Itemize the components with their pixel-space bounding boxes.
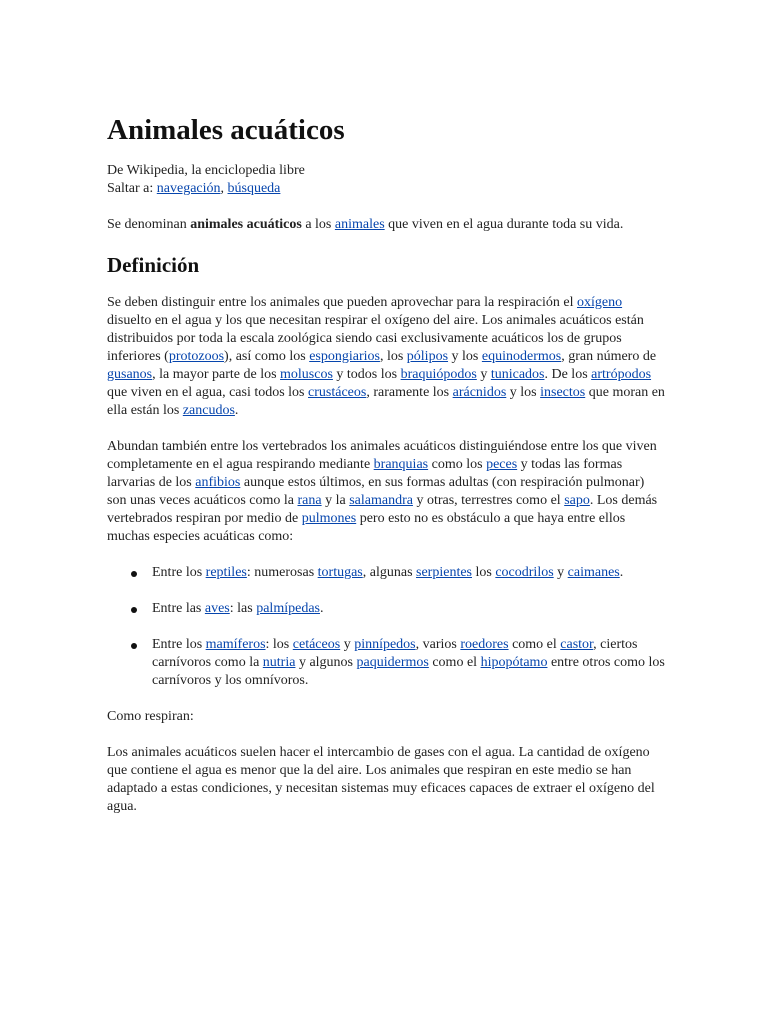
link-aves[interactable]: aves: [204, 601, 230, 616]
breathing-heading: Como respiran:: [107, 709, 194, 724]
bullet-icon: [131, 607, 137, 613]
link-salamandra[interactable]: salamandra: [349, 493, 413, 508]
link-tortugas[interactable]: tortugas: [317, 565, 363, 580]
link-oxigeno[interactable]: oxígeno: [576, 295, 623, 310]
text: , ciertos carnívoros como la: [152, 637, 638, 670]
jump-label: Saltar a:: [107, 181, 157, 196]
text: . Los demás vertebrados respiran por medio de: [107, 493, 658, 526]
article: [107, 112, 667, 834]
link-peces[interactable]: peces: [486, 457, 518, 472]
jump-links: [107, 180, 667, 198]
intro-text: Se denominan: [107, 217, 191, 232]
text: .: [319, 601, 324, 616]
text: como el: [508, 637, 561, 652]
link-moluscos[interactable]: moluscos: [280, 367, 333, 382]
text: : las: [229, 601, 257, 616]
vertebrates-paragraph: [107, 438, 667, 546]
text: , la mayor parte de los: [152, 367, 281, 382]
text: ), así como los: [224, 349, 310, 364]
article-meta: [107, 162, 667, 198]
link-reptiles[interactable]: reptiles: [205, 565, 247, 580]
link-tunicados[interactable]: tunicados: [490, 367, 545, 382]
text: y la: [321, 493, 350, 508]
text: .: [234, 403, 239, 418]
link-pulmones[interactable]: pulmones: [301, 511, 357, 526]
text: y otras, terrestres como el: [412, 493, 565, 508]
text: y: [553, 565, 568, 580]
text: y los: [448, 349, 482, 364]
text: : numerosas: [246, 565, 318, 580]
intro-paragraph: [107, 216, 667, 234]
text: , los: [379, 349, 407, 364]
link-braquiopodos[interactable]: braquiópodos: [400, 367, 477, 382]
list-item: [152, 564, 667, 582]
text: y los: [506, 385, 541, 400]
site-subtitle: De Wikipedia, la enciclopedia libre: [107, 163, 305, 178]
text: , algunas: [362, 565, 417, 580]
section-heading-definicion: Definición: [107, 253, 200, 277]
list-item: [152, 600, 667, 618]
link-artropodos[interactable]: artrópodos: [591, 367, 652, 382]
text: . De los: [544, 367, 592, 382]
text: y todos los: [332, 367, 401, 382]
page-title: Animales acuáticos: [107, 114, 345, 146]
text: Se deben distinguir entre los animales que pueden aprovechar para la respiración el: [107, 295, 577, 310]
text: disuelto en el agua y los que necesitan respirar el oxígeno del aire. Los animales acuáticos están distribuidos por toda la escala zoológica siendo casi exclusivamente acuáticos los de grupos inferiores (: [107, 313, 644, 364]
text: , varios: [415, 637, 461, 652]
text: y algunos: [295, 655, 357, 670]
link-pinnipedos[interactable]: pinnípedos: [354, 637, 416, 652]
text: entre otros como los carnívoros y los omnívoros.: [152, 655, 665, 688]
text: pero esto no es obstáculo a que haya entre ellos muchas especies acuáticas como:: [107, 511, 626, 544]
link-crustaceos[interactable]: crustáceos: [308, 385, 367, 400]
link-polipos[interactable]: pólipos: [406, 349, 449, 364]
link-espongiarios[interactable]: espongiarios: [309, 349, 380, 364]
list-item: [152, 636, 667, 690]
text: y: [476, 367, 491, 382]
link-protozoos[interactable]: protozoos: [168, 349, 225, 364]
text: que moran en ella están los: [107, 385, 665, 418]
link-aracnidos[interactable]: arácnidos: [452, 385, 507, 400]
text: Entre los: [152, 565, 206, 580]
bullet-icon: [131, 643, 137, 649]
species-list: [107, 564, 667, 690]
link-nutria[interactable]: nutria: [262, 655, 296, 670]
link-palmipedas[interactable]: palmípedas: [256, 601, 320, 616]
text: y: [340, 637, 355, 652]
breathing-paragraph: Los animales acuáticos suelen hacer el intercambio de gases con el agua. La cantidad de oxígeno que contiene el agua es menor que la del aire. Los animales que respiran en este medio se han adaptado a estas condiciones, y necesitan sistemas muy eficaces capaces de extraer el oxígeno del agua.: [107, 745, 655, 814]
link-paquidermos[interactable]: paquidermos: [356, 655, 429, 670]
text: Abundan también entre los vertebrados los animales acuáticos distinguiéndose entre los que viven completamente en el agua respirando mediante: [107, 439, 657, 472]
definition-paragraph: [107, 294, 667, 420]
link-cocodrilos[interactable]: cocodrilos: [495, 565, 554, 580]
link-branquias[interactable]: branquias: [373, 457, 429, 472]
text: , raramente los: [366, 385, 453, 400]
intro-bold-term: animales acuáticos: [190, 217, 302, 232]
link-sapo[interactable]: sapo: [564, 493, 590, 508]
link-serpientes[interactable]: serpientes: [416, 565, 472, 580]
link-anfibios[interactable]: anfibios: [195, 475, 241, 490]
link-caimanes[interactable]: caimanes: [567, 565, 620, 580]
link-animales[interactable]: animales: [334, 217, 385, 232]
search-link[interactable]: búsqueda: [227, 181, 281, 196]
text: Entre las: [152, 601, 205, 616]
bullet-icon: [131, 571, 137, 577]
link-gusanos[interactable]: gusanos: [107, 367, 153, 382]
text: que viven en el agua, casi todos los: [107, 385, 309, 400]
text: los: [472, 565, 496, 580]
text: : los: [265, 637, 293, 652]
link-mamiferos[interactable]: mamíferos: [205, 637, 266, 652]
link-hipopotamo[interactable]: hipopótamo: [480, 655, 548, 670]
text: Entre los: [152, 637, 206, 652]
link-castor[interactable]: castor: [560, 637, 594, 652]
link-equinodermos[interactable]: equinodermos: [481, 349, 562, 364]
link-rana[interactable]: rana: [297, 493, 322, 508]
link-insectos[interactable]: insectos: [540, 385, 586, 400]
link-zancudos[interactable]: zancudos: [182, 403, 235, 418]
text: y todas las formas larvarias de los: [107, 457, 623, 490]
jump-separator: ,: [220, 181, 228, 196]
text: , gran número de: [561, 349, 657, 364]
text: como los: [428, 457, 487, 472]
intro-text: a los: [301, 217, 335, 232]
link-roedores[interactable]: roedores: [460, 637, 509, 652]
link-cetaceos[interactable]: cetáceos: [292, 637, 341, 652]
text: aunque estos últimos, en sus formas adultas (con respiración pulmonar) son unas veces acuáticos como la: [107, 475, 645, 508]
text: como el: [428, 655, 481, 670]
intro-text: que viven en el agua durante toda su vida.: [384, 217, 624, 232]
text: .: [619, 565, 624, 580]
navigation-link[interactable]: navegación: [156, 181, 221, 196]
